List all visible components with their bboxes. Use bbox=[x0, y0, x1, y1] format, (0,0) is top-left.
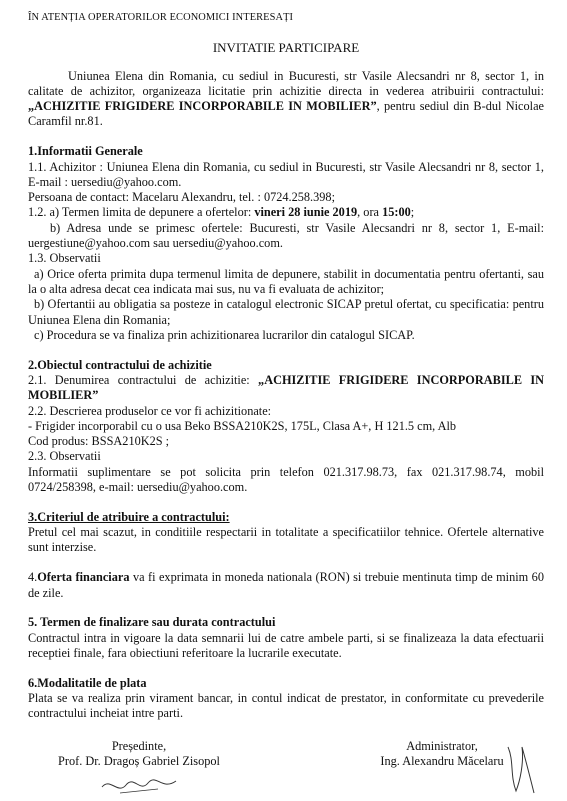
s1-deadline bbox=[28, 205, 544, 220]
s1-line-1: 1.1. Achizitor : Uniunea Elena din Romania, cu sediul in Bucuresti, str Vasile Alecsandri nr 8, sector 1, E-mail : uersediu@yahoo.com. bbox=[28, 159, 544, 189]
president-role: Președinte, bbox=[111, 739, 167, 753]
s2-line-5: 2.3. Observatii bbox=[28, 449, 101, 464]
section-6-heading: 6.Modalitatile de plata bbox=[28, 675, 147, 690]
s5-text: Contractul intra in vigoare la data semnarii lui de catre ambele parti, si se finalizeaza la data efectuarii receptiei finale, fara obiectiuni referitoare la lucrarile executate. bbox=[28, 630, 544, 660]
s3-text: Pretul cel mai scazut, in conditiile respectarii in totalitate a specificatiilor tehnice. Ofertele alternative sunt interzise. bbox=[28, 525, 544, 555]
intro-text-2: , pentru sediul din B-dul Nicolae Caramfil nr.81. bbox=[28, 99, 544, 129]
administrator-role: Administrator, bbox=[406, 739, 478, 753]
intro-object: „ACHIZITIE FRIGIDERE INCORPORABILE IN MOBILIER” bbox=[28, 99, 377, 114]
s4-text: va fi exprimata in moneda nationala (RON) si trebuie mentinuta timp de minim 60 de zile. bbox=[28, 570, 544, 600]
administrator-signature-scrawl bbox=[500, 741, 540, 799]
intro-paragraph bbox=[28, 69, 544, 130]
s1-line-6: a) Orice oferta primita dupa termenul limita de depunere, stabilit in documentatia pentru ofertanti, sau la o alta adresa decat cea indicata mai sus, nu va fi evaluata de achizitor; bbox=[28, 266, 544, 296]
s4-bold: Oferta financiara bbox=[37, 570, 130, 585]
document-title: INVITATIE PARTICIPARE bbox=[212, 40, 360, 56]
s1-line-8: c) Procedura se va finaliza prin achizitionarea lucrarilor din catalogul SICAP. bbox=[34, 327, 415, 342]
deadline-label: 1.2. a) Termen limita de depunere a ofertelor: bbox=[28, 205, 255, 220]
president-signature-scrawl bbox=[100, 773, 180, 799]
s1-line-4: b) Adresa unde se primesc ofertele: Bucuresti, str Vasile Alecsandri nr 8, sector 1, E-mail: uergestiune@yahoo.com sau uersediu@yahoo.com. bbox=[28, 220, 544, 251]
s6-text: Plata se va realiza prin virament bancar, in contul indicat de prestator, in conformitate cu prevederile contractului incheiat intre parti. bbox=[28, 690, 544, 721]
president-name: Prof. Dr. Dragoș Gabriel Zisopol bbox=[58, 754, 220, 769]
s4-num: 4. bbox=[28, 570, 38, 585]
section-5-heading: 5. Termen de finalizare sau durata contractului bbox=[28, 615, 276, 630]
deadline-time: 15:00 bbox=[382, 205, 411, 220]
s2-line-1 bbox=[28, 373, 544, 404]
s2-line-2: 2.2. Descrierea produselor ce vor fi achizitionate: bbox=[28, 403, 272, 418]
signature-block bbox=[0, 739, 567, 801]
section-3-heading: 3.Criteriul de atribuire a contractului: bbox=[28, 509, 230, 524]
s1-line-2: Persoana de contact: Macelaru Alexandru, tel. : 0724.258.398; bbox=[28, 190, 335, 205]
intro-text-1: Uniunea Elena din Romania, cu sediul in Bucuresti, str Vasile Alecsandri nr 8, sector 1, in calitate de achizitor, organizeaza licitatie prin achizitie directa in vederea atribuirii contractului: bbox=[28, 68, 544, 98]
s1-line-5: 1.3. Observatii bbox=[28, 251, 101, 266]
signature-left bbox=[44, 739, 234, 770]
s2-line-6: Informatii suplimentare se pot solicita prin telefon 021.317.98.73, fax 021.317.98.74, mobil 0724/258398, e-mail: uersediu@yahoo.com. bbox=[28, 464, 544, 495]
section-4-paragraph bbox=[28, 570, 544, 601]
deadline-end: ; bbox=[410, 205, 415, 220]
deadline-date: vineri 28 iunie 2019 bbox=[254, 205, 358, 220]
administrator-name: Ing. Alexandru Măcelaru bbox=[380, 754, 504, 769]
notice-header: ÎN ATENȚIA OPERATORILOR ECONOMICI INTERESAȚI bbox=[28, 12, 294, 23]
s1-line-7: b) Ofertantii au obligatia sa posteze in catalogul electronic SICAP pretul ofertat, cu specificatia: pentru Uniunea Elena din Romania; bbox=[28, 297, 544, 327]
deadline-sep: , ora bbox=[357, 205, 383, 220]
contract-name-label: 2.1. Denumirea contractului de achizitie: bbox=[28, 372, 259, 387]
s2-line-4: Cod produs: BSSA210K2S ; bbox=[28, 434, 170, 449]
contract-name: „ACHIZITIE FRIGIDERE INCORPORABILE IN MOBILIER” bbox=[28, 372, 544, 403]
document-page bbox=[28, 10, 544, 722]
section-1-heading: 1.Informatii Generale bbox=[28, 144, 143, 159]
s2-line-3: - Frigider incorporabil cu o usa Beko BSSA210K2S, 175L, Clasa A+, H 121.5 cm, Alb bbox=[28, 418, 457, 433]
section-2-heading: 2.Obiectul contractului de achizitie bbox=[28, 357, 212, 372]
